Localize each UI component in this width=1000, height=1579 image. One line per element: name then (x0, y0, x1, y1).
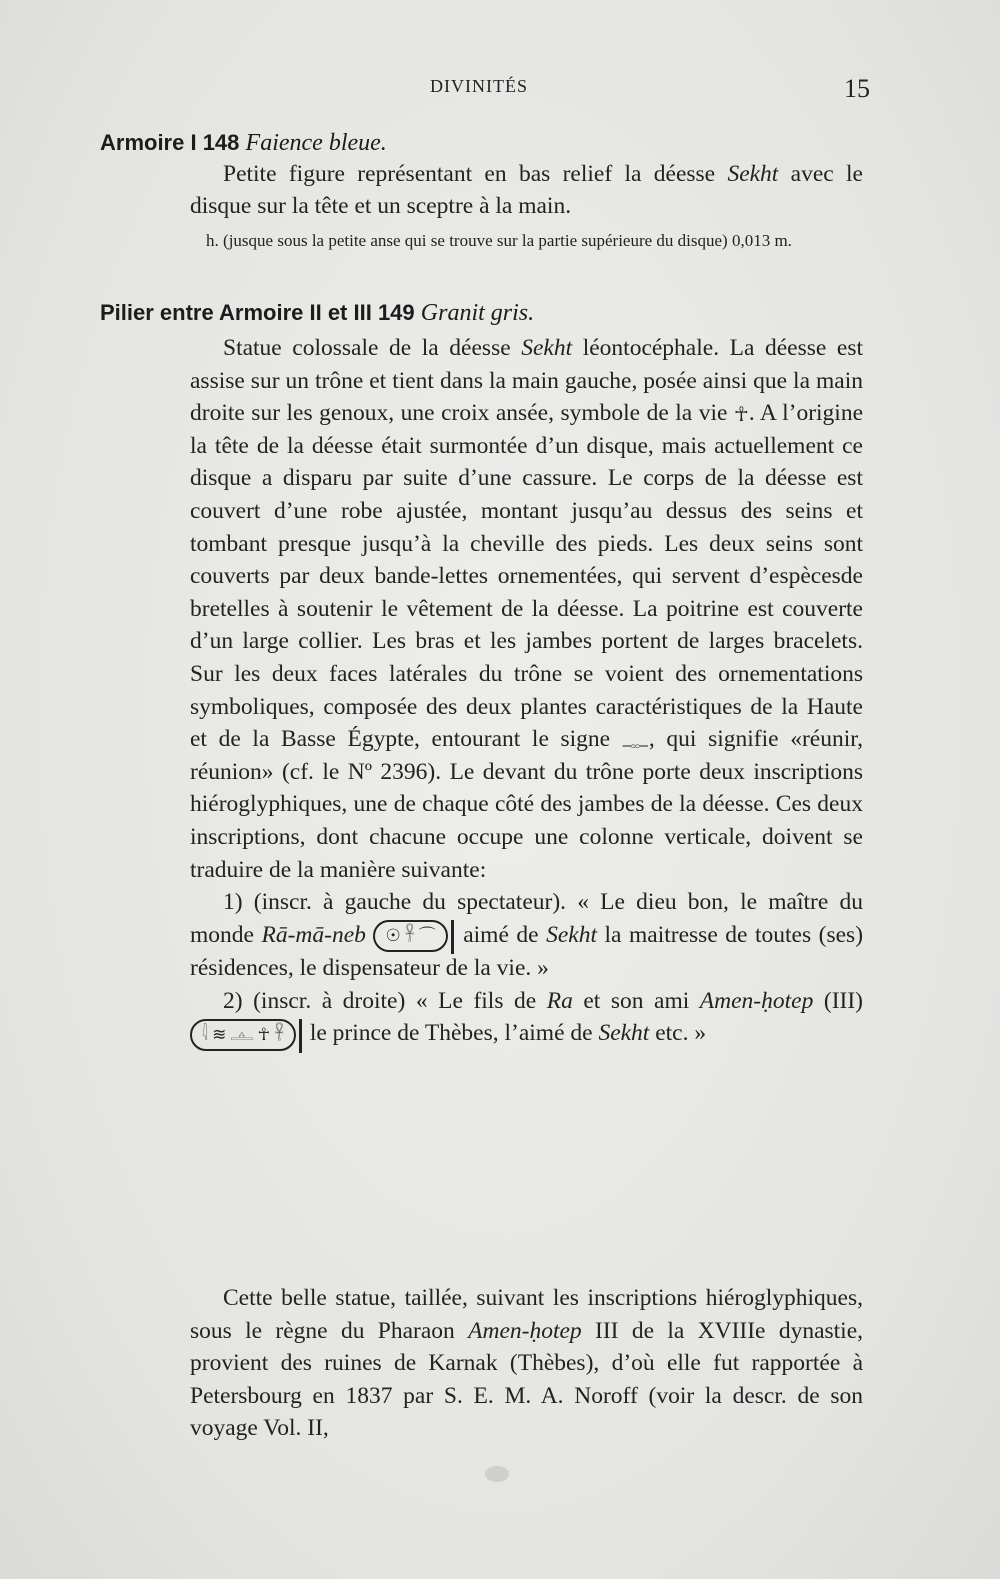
desc-text: Statue colossale de la déesse (223, 335, 511, 361)
cartouche-rammaneb: ☉ 𓋹 ⌒ (373, 920, 447, 952)
deity-name: Ra (546, 987, 573, 1014)
deity-name: Sekht (546, 921, 597, 948)
inscription-2-text: (III) (823, 987, 864, 1014)
royal-name: Amen-ḥotep (699, 987, 814, 1014)
entry-148-measurement: h. (jusque sous la petite anse qui se trouve sur la partie supérieure du disque) 0,013 m. (206, 231, 792, 250)
inscription-2-text: 2) (inscr. à droite) « Le fils de (223, 987, 537, 1014)
deity-name: Sekht (598, 1020, 650, 1047)
entry-148-desc-post: avec le disque sur la tête et un sceptre à la main. (190, 161, 863, 219)
inscription-2-text: et son ami (583, 987, 690, 1014)
sema-sign-icon: 𓊃 (621, 729, 649, 752)
entry-149-location: Pilier entre Armoire II et III 149 (100, 300, 415, 325)
provenance-text: III de la XVIIIe dynastie, provient des ruines de Karnak (Thèbes), d’où elle fut rapportée à Petersbourg en 1837 par S. E. M. A. Noroff (voir la descr. de son voyage Vol. II, (190, 1317, 864, 1442)
entry-149-provenance (190, 1282, 863, 1445)
inscription-2-text: etc. » (655, 1020, 707, 1047)
desc-text: léontocéphale. La déesse est assise sur un trône et tient dans la main gauche, posée ainsi que la main droite sur les genoux, une croix ansée, symbole de la vie (190, 335, 864, 427)
entry-148-location: Armoire I 148 (100, 130, 240, 155)
running-title: DIVINITÉS (430, 76, 528, 96)
page-number: 15 (844, 74, 870, 103)
desc-text: , qui signifie «réunir, réunion» (cf. le Nº 2396). Le devant du trône porte deux inscriptions hiéroglyphiques, une de chaque côté des jambes de la déesse. Ces deux inscriptions, dont chacune occupe une colonne verticale, doivent se traduire de la manière suivante: (190, 726, 863, 883)
inscription-1-text: aimé de (463, 921, 539, 948)
ankh-icon: ☥ (733, 403, 749, 426)
entry-149-description (190, 332, 863, 1051)
desc-text: . A l’origine la tête de la déesse était surmontée d’un disque, mais actuellement ce disque a disparu par suite d’une cassure. Le corps de la déesse est couvert d’une robe ajustée, montant jusqu’au dessus des seins et tombant presque jusqu’à la cheville des pieds. Les deux seins sont couverts par deux bande-lettes ornementées, qui servent d’espècesde bretelles à soutenir le vêtement de la déesse. La poitrine est couverte d’un large collier. Les bras et les jambes portent de larges bracelets. Sur les deux faces latérales du trône se voient des ornementations symboliques, composée des deux plantes caractéristiques de la Haute et de la Basse Égypte, entourant le signe (190, 400, 864, 753)
entry-148-heading (100, 130, 387, 157)
running-head (0, 74, 1000, 104)
inscription-1-text: la maitresse de toutes (ses) résidences, le dispensateur de la vie. » (190, 921, 864, 982)
entry-148-material: Faience bleue. (245, 130, 387, 156)
royal-name: Amen-ḥotep (468, 1317, 582, 1344)
inscription-1-text: 1) (inscr. à gauche du spectateur). « Le dieu bon, le maître du monde (190, 889, 863, 948)
entry-149-material: Granit gris. (420, 300, 535, 326)
entry-148-description (190, 158, 863, 222)
deity-name: Sekht (521, 335, 573, 361)
provenance-text: Cette belle statue, taillée, suivant les inscriptions hiéroglyphiques, sous le règne du Pharaon (190, 1285, 863, 1344)
cartouche-amenhotep: 𓇋 ≋ 𓊵 ☥ 𓋹 (190, 1019, 296, 1051)
inscription-2-text: le prince de Thèbes, l’aimé de (309, 1020, 593, 1047)
entry-148-desc-pre: Petite figure représentant en bas relief la déesse (223, 161, 716, 187)
entry-149-heading (100, 300, 534, 327)
royal-name: Rā-mā-neb (261, 921, 366, 948)
ink-blot (485, 1466, 509, 1482)
entry-148-deity: Sekht (727, 161, 779, 187)
